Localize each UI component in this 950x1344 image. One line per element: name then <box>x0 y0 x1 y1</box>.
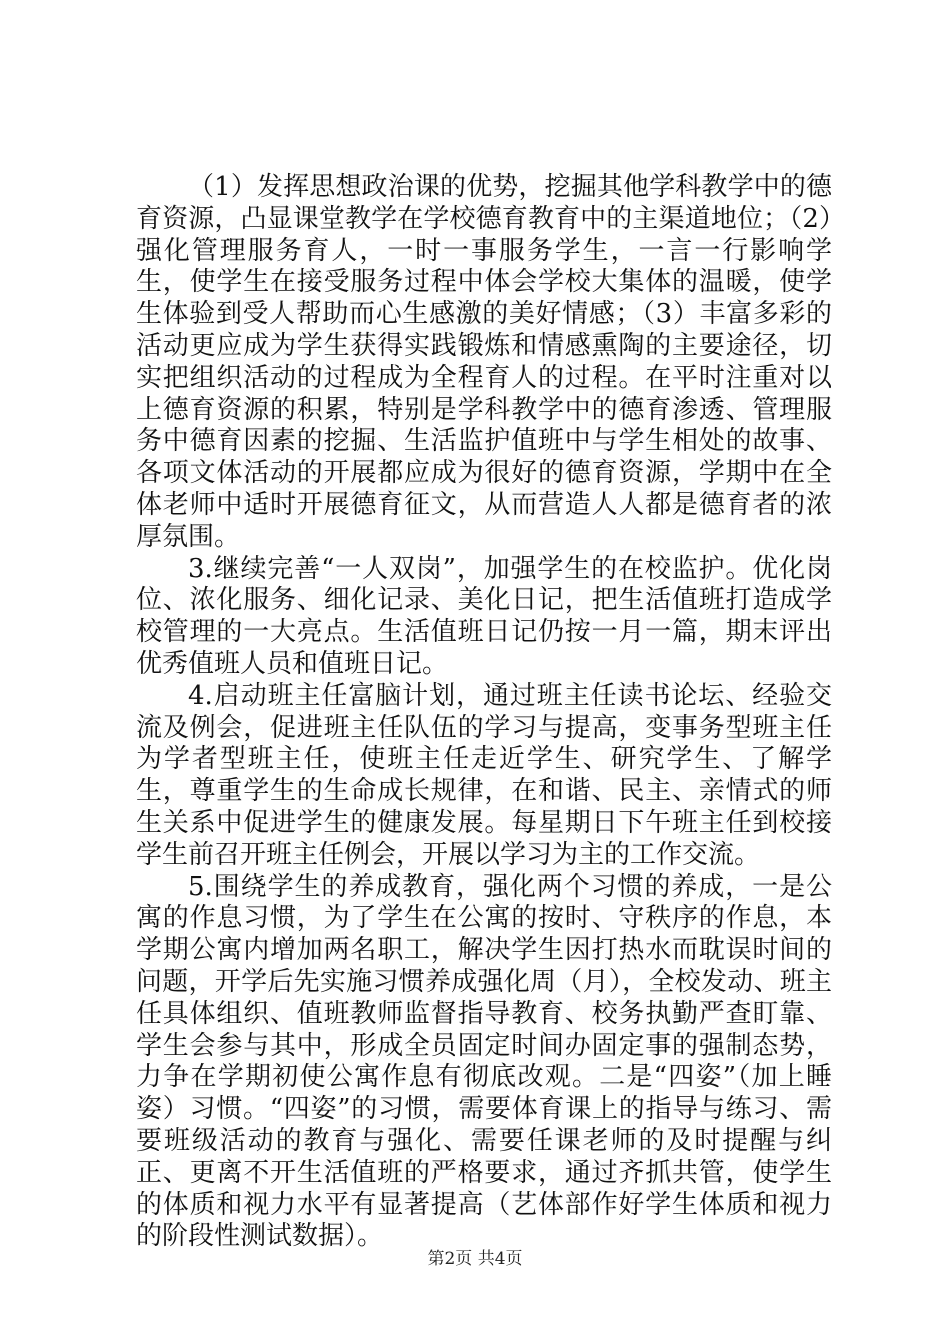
paragraph-dual-post: 3.继续完善“一人双岗”，加强学生的在校监护。优化岗位、浓化服务、细化记录、美化日记，把生活值班打造成学校管理的一大亮点。生活值班日记仍按一月一篇，期末评出优秀值班人员和值班日记。 <box>136 553 832 679</box>
paragraph-head-teacher-plan: 4.启动班主任富脑计划，通过班主任读书论坛、经验交流及例会，促进班主任队伍的学习与提高，变事务型班主任为学者型班主任，使班主任走近学生、研究学生、了解学生，尊重学生的生命成长规律，在和谐、民主、亲情式的师生关系中促进学生的健康发展。每星期日下午班主任到校接学生前召开班主任例会，开展以学习为主的工作交流。 <box>136 680 832 870</box>
document-body <box>136 172 832 1253</box>
paragraph-habit-education: 5.围绕学生的养成教育，强化两个习惯的养成，一是公寓的作息习惯，为了学生在公寓的按时、守秩序的作息，本学期公寓内增加两名职工，解决学生因打热水而耽误时间的问题，开学后先实施习惯养成强化周（月），全校发动、班主任具体组织、值班教师监督指导教育、校务执勤严查盯靠、学生会参与其中，形成全员固定时间办固定事的强制态势，力争在学期初使公寓作息有彻底改观。二是“四姿”（加上睡姿）习惯。“四姿”的习惯，需要体育课上的指导与练习、需要班级活动的教育与强化、需要任课老师的及时提醒与纠正、更离不开生活值班的严格要求，通过齐抓共管，使学生的体质和视力水平有显著提高（艺体部作好学生体质和视力的阶段性测试数据）。 <box>136 871 832 1252</box>
paragraph-moral-resources: （1）发挥思想政治课的优势，挖掘其他学科教学中的德育资源，凸显课堂教学在学校德育教育中的主渠道地位；（2）强化管理服务育人，一时一事服务学生，一言一行影响学生，使学生在接受服务过程中体会学校大集体的温暖，使学生体验到受人帮助而心生感激的美好情感；（3）丰富多彩的活动更应成为学生获得实践锻炼和情感熏陶的主要途径，切实把组织活动的过程成为全程育人的过程。在平时注重对以上德育资源的积累，特别是学科教学中的德育渗透、管理服务中德育因素的挖掘、生活监护值班中与学生相处的故事、各项文体活动的开展都应成为很好的德育资源，学期中在全体老师中适时开展德育征文，从而营造人人都是德育者的浓厚氛围。 <box>136 172 832 552</box>
page-footer: 第2页 共4页 <box>427 1249 523 1269</box>
